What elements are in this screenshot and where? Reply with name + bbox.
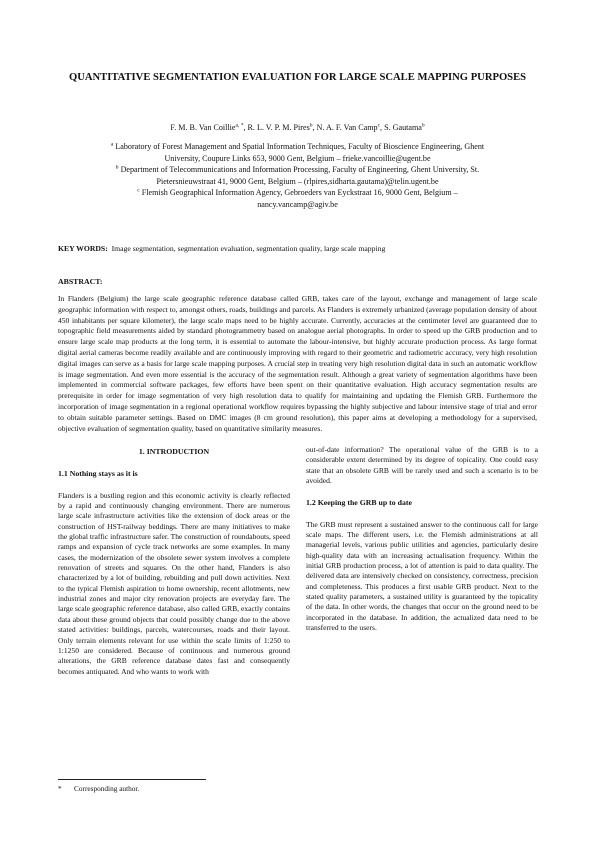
affiliation-b — [60, 164, 535, 176]
author-1-sup: a, * — [235, 122, 244, 129]
keywords — [58, 244, 538, 254]
author-line: F. M. B. Van Coillie$^{a, *}$, R. L. V. P. M. Pires$^b$, N. A. F. Van Camp$^c$, S. Gautama$^b$ — [170, 122, 425, 132]
footnote — [58, 784, 139, 793]
affiliation-a-line1: Laboratory of Forest Management and Spatial Information Techniques, Faculty of Bioscience Engineering, Ghent — [115, 142, 485, 151]
subsection-heading-1-1: 1.1 Nothing stays as it is — [58, 469, 138, 479]
affiliation-a — [60, 141, 535, 153]
subsection-heading-1-2: 1.2 Keeping the GRB up to date — [306, 498, 412, 508]
affiliation-a-sup: a — [110, 141, 114, 148]
footnote-mark: * — [58, 784, 62, 793]
affiliation-b-sup: b — [115, 164, 119, 171]
paper-title: QUANTITATIVE SEGMENTATION EVALUATION FOR LARGE SCALE MAPPING PURPOSES — [68, 72, 527, 83]
abstract-heading: ABSTRACT: — [58, 277, 103, 286]
author-2: R. L. V. P. M. Pires — [247, 123, 310, 132]
author-4: S. Gautama — [384, 123, 422, 132]
right-column — [306, 445, 538, 634]
affiliation-b-line1: Department of Telecommunications and Information Processing, Faculty of Engineering, Ghent University, St. — [120, 165, 480, 175]
footnote-divider — [58, 779, 206, 780]
keywords-label: KEY WORDS: — [58, 244, 108, 253]
author-3: N. A. F. Van Camp — [316, 123, 378, 132]
left-column — [58, 447, 290, 677]
affiliation-c — [60, 187, 535, 199]
subsection-1-2-text: The GRB must represent a sustained answer to the continuous call for large scale maps. The different users, i.e. the Flemish administrations at all managerial levels, various public utilities and agencies, particularly desire high-quality data with an increasing actualisation frequency. Within the initial GRB production process, a lot of attention is paid to data quality. The delivered data are intensively checked on consistency, correctness, precision and completeness. This produces a first usable GRB product. Next to the stated quality parameters, a sustained utility is guaranteed by the topicality of the data. In other words, the changes that occur on the ground need to be incorporated in the database. In addition, the actualized data need to be transferred to the users. — [306, 519, 538, 633]
author-4-sup: b — [421, 122, 425, 129]
affiliations — [60, 141, 535, 211]
subsection-1-1-continued: out-of-date information? The operational value of the GRB is to a considerable extent determined by its degree of topicality. One could easy state that an obsolete GRB will be rarely used and such a scenario is to be avoided. — [306, 445, 538, 486]
author-1: F. M. B. Van Coillie — [170, 123, 236, 132]
keywords-text: Image segmentation, segmentation evaluation, segmentation quality, large scale mapping — [111, 244, 386, 253]
affiliation-b-cont: Pietersnieuwstraat 41, 9000 Gent, Belgium – (rlpires,sidharta.gautama)@telin.ugent.be — [156, 176, 439, 186]
abstract-text: In Flanders (Belgium) the large scale geographic reference database called GRB, takes care of the layout, exchange and management of large scale geographic information with respect to, amongst others, roads, buildings and parcels. As Flanders is extremely urbanized (average population density of about 450 inhabitants per square kilometer), the large scale maps need to be highly accurate. Currently, accuracies at the centimeter level are guaranteed due to topographic field measurements aided by standard photogrammetry based on analogue aerial photographs. In order to speed up the GRB production and to ensure large scale map products at the long term, it is essential to automate the labour-intensive, but highly accurate production process. As large format digital aerial cameras become readily available and are continuously improving with regard to their geometric and radiometric accuracy, very high resolution digital images can serve as a basis for large scale mapping purposes. A crucial step in treating very high resolution digital data in such an automatic workflow is image segmentation. And even more essential is the accuracy of the segmentation result. Although a great variety of segmentation algorithms have been implemented in commercial software packages, few efforts have been spent on their quantitative evaluation. High accuracy segmentation results are prerequisite in order for image segmentation of very high resolution data to qualify for maintaining and updating the Flemish GRB. Furthermore the incorporation of image segmentation in a regional operational workflow requires bypassing the highly subjective and labour intensive stage of trial and error to obtain suitable parameter settings. Based on DMC images (8 cm ground resolution), this paper aims at developing a methodology for a supervised, objective evaluation of segmentation quality, based on quantitative similarity measures. — [58, 294, 537, 433]
author-2-sup: b — [309, 122, 313, 129]
affiliation-a-cont: University, Coupure Links 653, 9000 Gent, Belgium – frieke.vancoillie@ugent.be — [164, 153, 431, 163]
subsection-1-1-text: Flanders is a bustling region and this economic activity is clearly reflected by a rapid and continuously changing environment. There are numerous large scale infrastructure activities like the extension of dock areas or the construction of HST-railway beddings. There are many initiatives to make the global traffic infrastructure safer. The construction of roundabouts, speed ramps and expansion of cycle track networks are some examples. In many cases, the modernization of the obsolete sewer system involves a complete renovation of streets and squares. On the other hand, Flanders is also characterized by a lot of building, rebuilding and pull down activities. Next to the typical Flemish aspiration to home ownership, recent allotments, new industrial zones and major city renovation projects are everyday fare. The large scale geographic reference database, also called GRB, exactly contains data about these ground objects that could possibly change due to the above stated activities: buildings, parcels, watercourses, roads and their layout. Only terrain elements relevant for use within the scale limits of 1:250 to 1:1250 are considered. Because of continuous and numerous ground alterations, the GRB reference database dates fast and consequently becomes antiquated. And who wants to work with — [58, 490, 290, 676]
affiliation-c-cont: nancy.vancamp@agiv.be — [257, 199, 338, 209]
section-heading-introduction: 1. INTRODUCTION — [138, 447, 210, 456]
footnote-text: Corresponding author. — [74, 784, 140, 793]
affiliation-c-sup: c — [137, 187, 140, 194]
affiliation-c-line1: Flemish Geographical Information Agency, Gebroeders van Eyckstraat 16, 9000 Gent, Belgium – — [141, 188, 458, 198]
author-3-sup: c — [377, 122, 381, 129]
